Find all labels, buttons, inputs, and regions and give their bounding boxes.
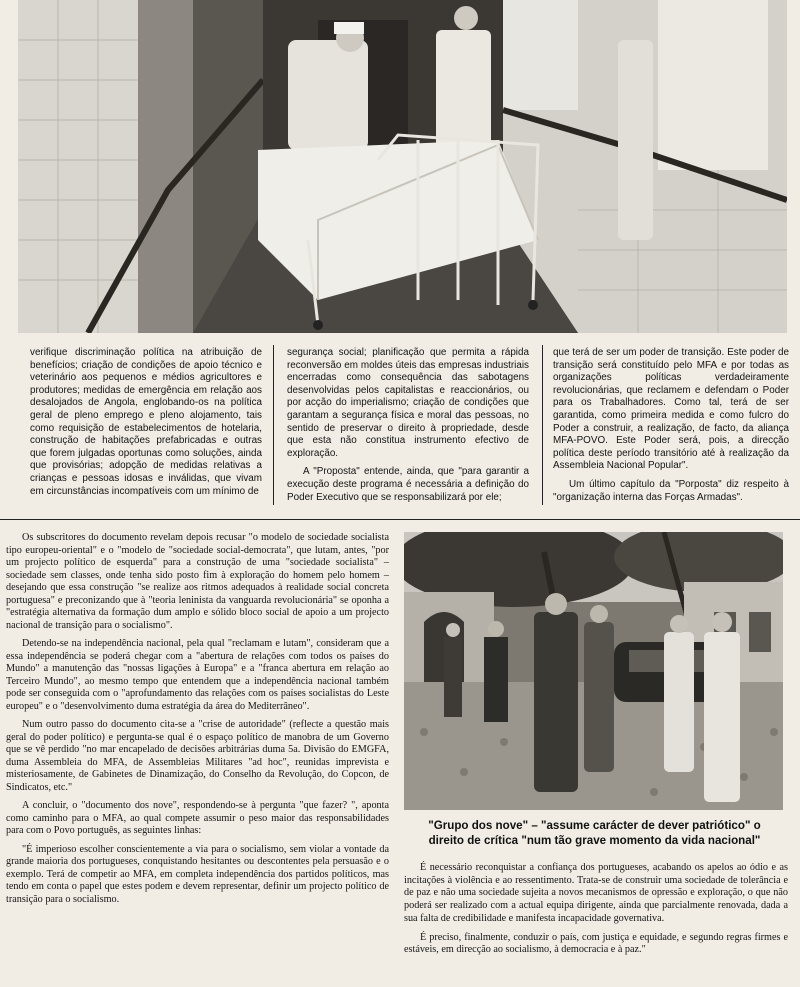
hospital-corridor-photo — [18, 0, 787, 333]
top-column-2-paragraph-2: A "Proposta" entende, ainda, que "para garantir a execução deste programa é necessária a definição do Poder Executivo que se responsabilizará por ele; — [287, 466, 529, 503]
left-article-paragraph-5: "É imperioso escolher conscientemente a via para o socialismo, sem violar a vontade da grande maioria dos portugueses, conquistando hesitantes ou descontentes pela persuasão e o exemplo. Terá de competir ao MFA, em completa independência dos partidos políticos, mas tendo em conta o papel que estes podem e devem representar, definir um projecto político de transição para o socialismo. — [6, 843, 389, 905]
group-walking-illustration — [404, 532, 783, 810]
photo-caption — [400, 818, 789, 848]
left-article-paragraph-2: Detendo-se na independência nacional, pela qual "reclamam e lutam", consideram que a essa independência se poderá chegar com a "abertura de relações com todos os países do Mundo" a manutenção das "nossas ligações à Europa" e a "franca abertura em relação ao Terceiro Mundo", ao mesmo tempo que entendem que a independência nacional também pode ser conseguida com o "aprofundamento das relações com os países socialistas do Leste europeu" e o "desenvolvimento duma estratégia da área do Mediterrâneo". — [6, 638, 389, 712]
hospital-corridor-illustration — [18, 0, 787, 333]
left-article-paragraph-1: Os subscritores do documento revelam depois recusar "o modelo de sociedade socialista tipo europeu-oriental" e o "modelo de "sociedade social-democrata", que lutam, antes, "por um projecto político de esquerda" para a construção de uma "sociedade socialista" – sociedade sem classes, onde tenha sido posto fim à exploração do homem pelo homem – desejando que essa construção "se realize aos ritmos adequados à realidade social concreta portuguesa" e preconizando que à "teoria leninista da vanguarda revolucionária" se oponha a "estratégia alternativa da formação dum amplo e sólido bloco social de apoio a um projecto nacional de transição para o socialismo". — [6, 532, 389, 631]
top-column-2-paragraph-1: segurança social; planificação que permita a rápida reconversão em moldes úteis das empresas industriais encerradas como consequência das sabotagens desenvolvidas pelos capitalistas e reaccionários, ou por acção do imperialismo; criação de condições que garantam a segurança física e moral das pessoas, no sentido de preservar o direito à propriedade, desde que esta não constitua instrumento efectivo de exploração. — [287, 347, 529, 459]
top-column-1 — [30, 347, 262, 498]
top-column-3 — [553, 347, 789, 504]
top-column-3-paragraph-1: que terá de ser um poder de transição. Este poder de transição será constituído pelo MFA e por todas as organizações políticas verdadeiramente revolucionárias, que reclamem e defendam o Poder para os Trabalhadores. Como tal, terá de ser garantida, como primeira medida e como fulcro do Poder a construir, a realização, de facto, da aliança MFA-POVO. Este Poder será, pois, a direcção política deste período transitório até à realização da Assembleia Nacional Popular". — [553, 347, 789, 472]
group-walking-photo — [404, 532, 783, 810]
column-divider — [273, 345, 274, 505]
section-divider — [0, 519, 800, 520]
left-article-paragraph-4: A concluir, o "documento dos nove", respondendo-se à pergunta "que fazer? ", aponta como caminho para o MFA, ao qual compete assumir o peso maior das responsabilidades para com o Povo português, as seguintes linhas: — [6, 800, 389, 836]
left-article — [6, 532, 389, 906]
right-article-paragraph-1: É necessário reconquistar a confiança dos portugueses, acabando os apelos ao ódio e as incitações à violência e ao ressentimento. Trata-se de construir uma sociedade de tolerância e de paz e não uma sociedade sujeita a novos mecanismos de opressão e exploração, o que não poderá ser realizado com a actual equipa dirigente, ainda que parcialmente renovada, dada a sua falta de credibilidade e manifesta incapacidade governativa. — [404, 862, 788, 924]
right-article-paragraph-2: É preciso, finalmente, conduzir o país, com justiça e equidade, e segundo regras firmes e estáveis, em direcção ao socialismo, à democracia e à paz." — [404, 931, 788, 956]
photo-caption-line-1: "Grupo dos nove" – "assume carácter de dever patriótico" o — [428, 819, 761, 832]
column-divider — [542, 345, 543, 505]
top-column-3-paragraph-2: Um último capítulo da "Porposta" diz respeito à "organização interna das Forças Armadas". — [553, 478, 789, 503]
right-article — [404, 862, 788, 957]
top-column-1-text: verifique discriminação política na atribuição de benefícios; criação de condições de apoio técnico e veterinário aos pequenos e médios agricultores e produtores; medidas de emergência em relação aos desalojados de Angola, englobando-os na política geral de pleno emprego e pleno alojamento, tais como requisição de estabelecimentos de hotelaria, construção de habitações prefabricadas e outras que forem julgadas oportunas como soluções, ainda que provisórias; adopção de medidas relativas a crianças e pessoas idosas e inválidas, que vivam em circunstâncias incompatíveis com um mínimo de — [30, 347, 262, 497]
photo-caption-line-2: direito de crítica "num tão grave momento da vida nacional" — [428, 834, 761, 847]
top-column-2 — [287, 347, 529, 504]
left-article-paragraph-3: Num outro passo do documento cita-se a "crise de autoridade" (reflecte a questão mais geral do poder político) e pergunta-se qual é o espaço político de manobra de um Governo que se vê perdido "no mar encapelado de decisões arbitrárias duma 5a. Divisão do EMGFA, duma Assembleia do MFA, de Assembleias Militares "ad hoc", reunidas imprevista e misteriosamente, de Gabinetes de Dinamização, do Conselho da Revolução, do Copcon, de Sindicatos, etc." — [6, 719, 389, 793]
